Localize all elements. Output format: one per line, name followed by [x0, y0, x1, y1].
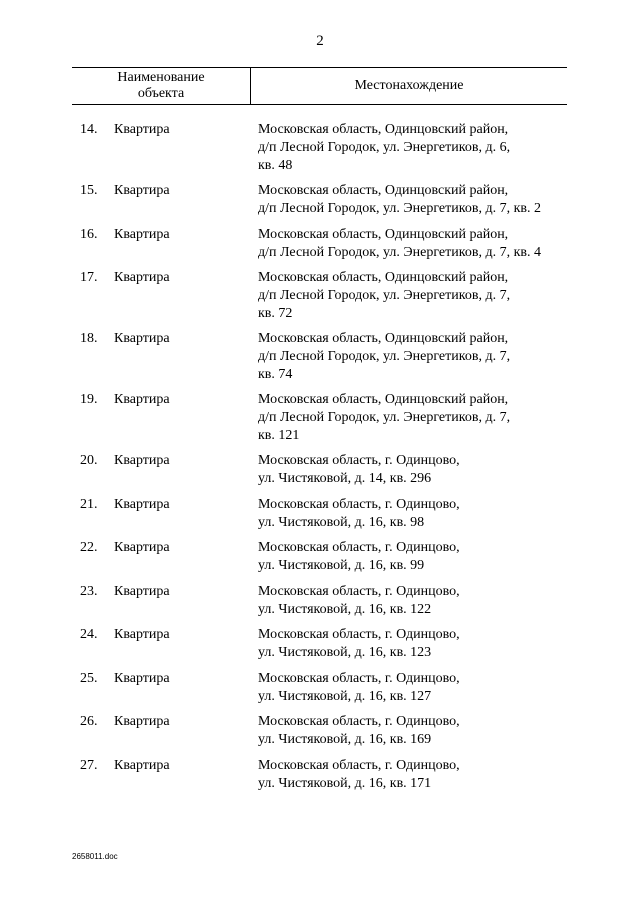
row-number: 20.	[80, 453, 98, 468]
table-row	[0, 757, 640, 801]
object-name: Квартира	[114, 392, 170, 407]
location-line: д/п Лесной Городок, ул. Энергетиков, д. 7, кв. 4	[258, 244, 541, 260]
object-name: Квартира	[114, 453, 170, 468]
location-line: д/п Лесной Городок, ул. Энергетиков, д. 7, кв. 2	[258, 201, 541, 216]
table-row	[0, 391, 640, 452]
row-number: 16.	[80, 226, 98, 242]
row-number: 27.	[80, 757, 98, 773]
object-location	[258, 226, 578, 262]
location-line: Московская область, Одинцовский район,	[258, 331, 509, 346]
object-name: Квартира	[114, 670, 170, 686]
location-line: Московская область, Одинцовский район,	[258, 122, 509, 137]
object-location	[258, 121, 578, 175]
table-row	[0, 452, 640, 496]
table-row	[0, 496, 640, 540]
location-line: Московская область, г. Одинцово,	[258, 540, 460, 555]
row-number: 23.	[80, 583, 98, 599]
table-row	[0, 269, 640, 330]
header-name-label: Наименование объекта	[117, 70, 205, 101]
location-line: д/п Лесной Городок, ул. Энергетиков, д. 7,	[258, 288, 511, 303]
location-line: Московская область, г. Одинцово,	[258, 453, 460, 468]
object-location	[258, 182, 578, 218]
location-line: Московская область, г. Одинцово,	[258, 627, 460, 642]
row-number: 17.	[80, 270, 98, 285]
location-line: кв. 121	[258, 428, 300, 443]
object-location	[258, 330, 578, 384]
table-row	[0, 121, 640, 182]
row-number: 19.	[80, 392, 98, 407]
location-line: Московская область, г. Одинцово,	[258, 714, 460, 729]
object-location	[258, 452, 578, 488]
object-name: Квартира	[114, 627, 170, 642]
object-location	[258, 583, 578, 619]
document-filename: 2658011.doc	[72, 852, 118, 861]
location-line: Московская область, г. Одинцово,	[258, 670, 460, 686]
table-row	[0, 670, 640, 714]
location-line: ул. Чистяковой, д. 16, кв. 171	[258, 775, 432, 791]
location-line: ул. Чистяковой, д. 14, кв. 296	[258, 471, 432, 486]
table-row	[0, 626, 640, 670]
object-name: Квартира	[114, 226, 170, 242]
row-number: 22.	[80, 540, 98, 555]
table-row	[0, 182, 640, 226]
row-number: 14.	[80, 122, 98, 137]
object-location	[258, 539, 578, 575]
location-line: Московская область, г. Одинцово,	[258, 583, 460, 599]
table-row	[0, 539, 640, 583]
header-location-label: Местонахождение	[354, 78, 464, 93]
location-line: ул. Чистяковой, д. 16, кв. 169	[258, 732, 432, 747]
location-line: д/п Лесной Городок, ул. Энергетиков, д. 7,	[258, 349, 511, 364]
location-line: Московская область, г. Одинцово,	[258, 496, 460, 512]
location-line: ул. Чистяковой, д. 16, кв. 98	[258, 514, 425, 530]
location-line: Московская область, Одинцовский район,	[258, 392, 509, 407]
row-number: 21.	[80, 496, 98, 512]
location-line: ул. Чистяковой, д. 16, кв. 123	[258, 645, 432, 660]
page-number: 2	[316, 33, 324, 49]
location-line: ул. Чистяковой, д. 16, кв. 127	[258, 688, 432, 704]
location-line: кв. 72	[258, 306, 293, 321]
object-name: Квартира	[114, 496, 170, 512]
location-line: д/п Лесной Городок, ул. Энергетиков, д. 7,	[258, 410, 511, 425]
object-location	[258, 670, 578, 706]
object-location	[258, 757, 578, 793]
location-line: кв. 74	[258, 367, 293, 382]
location-line: Московская область, г. Одинцово,	[258, 757, 460, 773]
row-number: 18.	[80, 331, 98, 346]
table-body	[0, 121, 640, 800]
object-name: Квартира	[114, 714, 170, 729]
location-line: ул. Чистяковой, д. 16, кв. 99	[258, 558, 425, 573]
object-name: Квартира	[114, 540, 170, 555]
row-number: 15.	[80, 183, 98, 198]
object-location	[258, 626, 578, 662]
object-location	[258, 269, 578, 323]
object-name: Квартира	[114, 757, 170, 773]
object-location	[258, 496, 578, 532]
row-number: 25.	[80, 670, 98, 686]
location-line: Московская область, Одинцовский район,	[258, 226, 509, 242]
object-location	[258, 391, 578, 445]
location-line: кв. 48	[258, 158, 293, 173]
object-location	[258, 713, 578, 749]
header-name-column	[72, 68, 250, 104]
table-row	[0, 226, 640, 270]
object-name: Квартира	[114, 122, 170, 137]
location-line: Московская область, Одинцовский район,	[258, 270, 509, 285]
table-header	[72, 67, 567, 105]
object-name: Квартира	[114, 583, 170, 599]
location-line: Московская область, Одинцовский район,	[258, 183, 509, 198]
table-row	[0, 713, 640, 757]
object-name: Квартира	[114, 270, 170, 285]
row-number: 24.	[80, 627, 98, 642]
table-row	[0, 583, 640, 627]
location-line: ул. Чистяковой, д. 16, кв. 122	[258, 601, 432, 617]
header-location-column	[251, 68, 567, 104]
object-name: Квартира	[114, 331, 170, 346]
row-number: 26.	[80, 714, 98, 729]
object-name: Квартира	[114, 183, 170, 198]
table-row	[0, 330, 640, 391]
location-line: д/п Лесной Городок, ул. Энергетиков, д. 6,	[258, 140, 511, 155]
